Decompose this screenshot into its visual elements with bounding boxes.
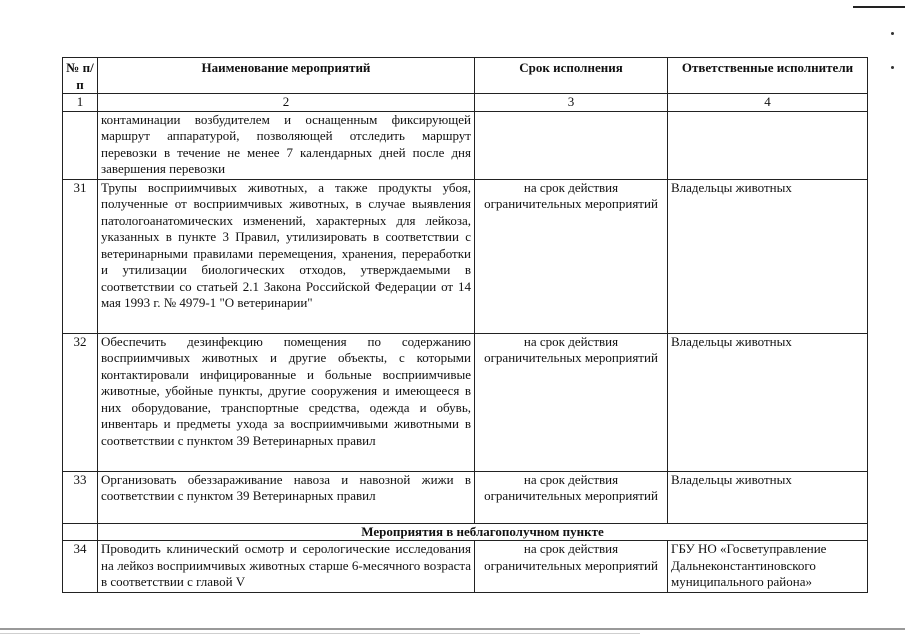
header-row — [63, 58, 868, 94]
table-row — [63, 333, 868, 471]
row-num: 32 — [63, 333, 98, 471]
index-cell: 3 — [475, 94, 668, 112]
scan-artifact-line — [0, 633, 640, 634]
row-num: 34 — [63, 541, 98, 593]
row-resp: Владельцы животных — [668, 179, 868, 333]
row-name: Проводить клинический осмотр и серологические исследования на лейкоз восприимчивых животных старше 6-месячного возраста в соответствии с главой V — [98, 541, 475, 593]
index-cell: 1 — [63, 94, 98, 112]
scan-artifact-dot — [891, 66, 894, 69]
table-row — [63, 111, 868, 179]
scan-artifact-dot — [891, 32, 894, 35]
section-num — [63, 523, 98, 541]
row-term: на срок действия ограничительных мероприятий — [475, 333, 668, 471]
scan-artifact-line — [853, 6, 905, 8]
index-cell: 4 — [668, 94, 868, 112]
row-term — [475, 111, 668, 179]
header-num: № п/п — [63, 58, 98, 94]
header-resp: Ответственные исполнители — [668, 58, 868, 94]
row-name: Трупы восприимчивых животных, а также продукты убоя, полученные от восприимчивых животных, в случае выявления патологоанатомических изменений, характерных для лейкоза, указанных в пункте 3 Правил, утилизировать в соответствии с ветеринарными правилами перемещения, хранения, переработки и утилизации биологических отходов, утверждаемыми в соответствии со статьей 2.1 Закона Российской Федерации от 14 мая 1993 г. № 4979-1 "О ветеринарии" — [98, 179, 475, 333]
row-resp: Владельцы животных — [668, 471, 868, 523]
row-num: 33 — [63, 471, 98, 523]
row-name: Обеспечить дезинфекцию помещения по содержанию восприимчивых животных и другие объекты, с которыми контактировали инфицированные и больные восприимчивые животные, убойные пункты, другие сооружения и имеющееся в них оборудование, транспортные средства, одежда и обувь, инвентарь и предметы ухода за восприимчивыми животными в соответствии с пунктом 39 Ветеринарных правил — [98, 333, 475, 471]
row-name: Организовать обеззараживание навоза и навозной жижи в соответствии с пунктом 39 Ветеринарных правил — [98, 471, 475, 523]
measures-table — [62, 57, 868, 593]
row-term: на срок действия ограничительных мероприятий — [475, 179, 668, 333]
table-row — [63, 471, 868, 523]
section-title: Мероприятия в неблагополучном пункте — [98, 523, 868, 541]
scan-artifact-line — [0, 628, 905, 630]
row-term: на срок действия ограничительных мероприятий — [475, 541, 668, 593]
row-name: контаминации возбудителем и оснащенным фиксирующей маршрут аппаратурой, позволяющей отследить маршрут перевозки в течение не менее 7 календарных дней после дня завершения перевозки — [98, 111, 475, 179]
index-cell: 2 — [98, 94, 475, 112]
row-term: на срок действия ограничительных мероприятий — [475, 471, 668, 523]
row-num: 31 — [63, 179, 98, 333]
index-row — [63, 94, 868, 112]
row-num — [63, 111, 98, 179]
table-row — [63, 541, 868, 593]
header-name: Наименование мероприятий — [98, 58, 475, 94]
section-row — [63, 523, 868, 541]
row-resp: ГБУ НО «Госветуправление Дальнеконстантиновского муниципального района» — [668, 541, 868, 593]
row-resp — [668, 111, 868, 179]
row-resp: Владельцы животных — [668, 333, 868, 471]
header-term: Срок исполнения — [475, 58, 668, 94]
table-row — [63, 179, 868, 333]
